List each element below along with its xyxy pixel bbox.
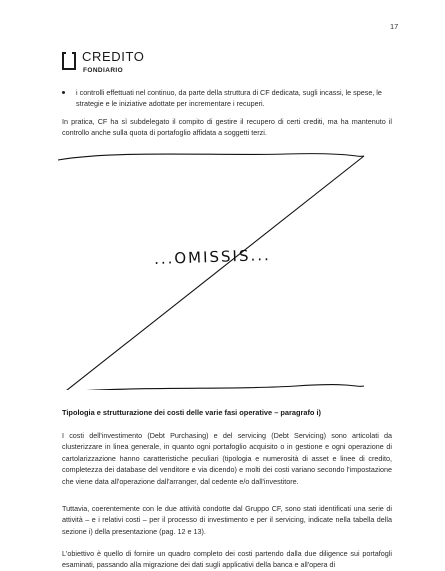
redaction-strokes	[56, 150, 366, 390]
logo-subtitle: FONDIARIO	[83, 67, 124, 74]
section-heading: Tipologia e strutturazione dei costi delle varie fasi operative – paragrafo i)	[62, 408, 322, 417]
page-number: 17	[390, 22, 399, 31]
redaction-text: ...OMISSIS...	[153, 245, 272, 269]
paragraph-practice: In pratica, CF ha sì subdelegato il compito di gestire il recupero di certi crediti, ma ha mantenuto il controllo anche sulla quota di portafoglio affidata a soggetti terzi.	[62, 117, 392, 138]
credito-fondiario-logo	[62, 50, 182, 84]
paragraph-activities: Tuttavia, coerentemente con le due attività condotte dal Gruppo CF, sono stati identificati una serie di attività – e i relativi costi – per il processo di investimento e per il servicing, indicate nella tabella della sezione i) della presentazione (pag. 12 e 13).	[62, 504, 392, 536]
bullet-text: i controlli effettuati nel continuo, da parte della struttura di CF dedicata, sugli incassi, le spese, le strategie e le iniziative adottate per incrementare i recuperi.	[76, 88, 382, 109]
paragraph-costs: I costi dell'investimento (Debt Purchasing) e del servicing (Debt Servicing) sono articolati da clusterizzare in linea generale, in quanto ogni portafoglio acquisito o in gestione e ogni operazione di cartolarizzazione hanno caratteristiche peculiari (tipologia e numerosità di asset e linee di credito, completezza dei database del venditore e via dicendo) e molti dei costi variano secondo l'impostazione che viene data all'operazione dall'arranger, dal cedente e/o dall'investitore.	[62, 431, 392, 486]
logo-title: CREDITO	[82, 49, 145, 64]
paragraph-objective: L'obiettivo è quello di fornire un quadro completo dei costi partendo dalla due diligence sui portafogli esaminati, passando alla migrazione dei dati sugli applicativi della banca e all'opera di	[62, 549, 392, 570]
bullet-dot-icon	[62, 91, 65, 94]
redaction-block	[56, 150, 366, 390]
logo-mark-icon	[62, 52, 76, 70]
